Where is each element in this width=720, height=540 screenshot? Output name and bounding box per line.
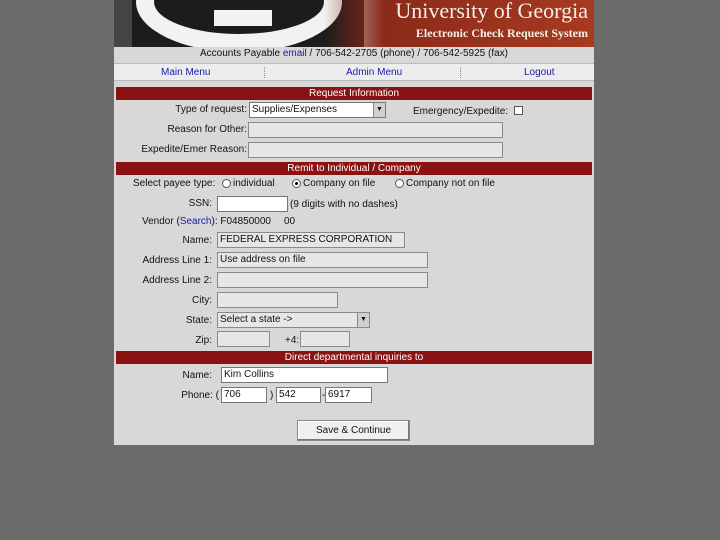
zip-field[interactable] xyxy=(217,331,270,347)
check-request-window xyxy=(114,0,594,445)
type-of-request-value: Supplies/Expenses xyxy=(252,104,338,115)
city-field[interactable] xyxy=(217,292,338,308)
vendor-id: F04850000 xyxy=(220,216,271,227)
emergency-expedite-label: Emergency/Expedite: xyxy=(413,106,509,117)
phone-area-code-field[interactable]: 706 xyxy=(221,387,267,403)
banner-subtitle: Electronic Check Request System xyxy=(415,26,588,40)
address-line-1-label: Address Line 1: xyxy=(142,255,212,266)
vendor-label-row: Vendor (Search): F04850000 xyxy=(142,216,271,227)
phone-line-field[interactable]: 6917 xyxy=(325,387,372,403)
phone-paren-close: ) xyxy=(270,390,274,401)
section-direct-inquiries: Direct departmental inquiries to xyxy=(116,351,592,364)
vendor-search-link[interactable]: Search xyxy=(179,216,212,227)
admin-menu-link[interactable]: Admin Menu xyxy=(346,67,403,78)
ssn-hint: (9 digits with no dashes) xyxy=(290,199,398,210)
type-of-request-label: Type of request: xyxy=(175,104,247,115)
main-menu-link[interactable]: Main Menu xyxy=(161,67,211,78)
inquiry-phone-label: Phone: ( xyxy=(181,390,219,401)
ssn-field[interactable] xyxy=(217,196,288,212)
address-line-1-field[interactable]: Use address on file xyxy=(217,252,428,268)
state-select[interactable] xyxy=(217,312,370,328)
section-remit-to: Remit to Individual / Company xyxy=(116,162,592,175)
email-link[interactable]: email xyxy=(282,48,307,59)
phone-dash: - xyxy=(322,390,326,401)
contact-prefix: Accounts Payable xyxy=(200,48,281,59)
ssn-label: SSN: xyxy=(188,198,212,209)
chevron-down-icon: ▼ xyxy=(357,313,369,327)
payee-company-on-file-radio[interactable] xyxy=(292,179,301,188)
inquiry-name-label: Name: xyxy=(182,370,212,381)
contact-details: / 706-542-2705 (phone) / 706-542-5925 (fax) xyxy=(309,48,508,59)
zip4-label: +4: xyxy=(285,335,300,346)
payee-name-field[interactable]: FEDERAL EXPRESS CORPORATION xyxy=(217,232,405,248)
chevron-down-icon: ▼ xyxy=(373,103,385,117)
banner-title: University of Georgia xyxy=(395,0,588,23)
contact-line xyxy=(114,47,594,61)
inquiry-name-field[interactable]: Kim Collins xyxy=(221,367,388,383)
emergency-expedite-checkbox[interactable] xyxy=(514,106,523,115)
banner-text-area xyxy=(324,0,594,47)
logout-link[interactable]: Logout xyxy=(524,67,555,78)
nav-bar xyxy=(114,63,594,81)
header-banner xyxy=(114,0,594,47)
vendor-suffix: 00 xyxy=(284,216,296,227)
phone-prefix-field[interactable]: 542 xyxy=(276,387,321,403)
address-line-2-label: Address Line 2: xyxy=(142,275,212,286)
zip-label: Zip: xyxy=(195,335,212,346)
address-line-2-field[interactable] xyxy=(217,272,428,288)
payee-name-label: Name: xyxy=(182,235,212,246)
reason-for-other-field[interactable] xyxy=(248,122,503,138)
reason-for-other-label: Reason for Other: xyxy=(167,124,247,135)
city-label: City: xyxy=(192,295,212,306)
type-of-request-select[interactable] xyxy=(249,102,386,118)
zip4-field[interactable] xyxy=(300,331,350,347)
expedite-reason-label: Expedite/Emer Reason: xyxy=(141,144,247,155)
state-select-value: Select a state -> xyxy=(220,314,293,325)
payee-individual-label: individual xyxy=(233,178,275,189)
payee-company-on-file-label: Company on file xyxy=(303,178,376,189)
nav-divider xyxy=(264,67,265,78)
payee-type-label: Select payee type: xyxy=(133,178,216,189)
save-continue-button[interactable]: Save & Continue xyxy=(297,420,410,441)
vendor-label: Vendor xyxy=(142,216,174,227)
payee-company-not-on-file-label: Company not on file xyxy=(406,178,495,189)
section-request-information: Request Information xyxy=(116,87,592,100)
state-label: State: xyxy=(185,315,212,326)
payee-company-not-on-file-radio[interactable] xyxy=(395,179,404,188)
nav-divider xyxy=(460,67,461,78)
payee-individual-radio[interactable] xyxy=(222,179,231,188)
expedite-reason-field[interactable] xyxy=(248,142,503,158)
